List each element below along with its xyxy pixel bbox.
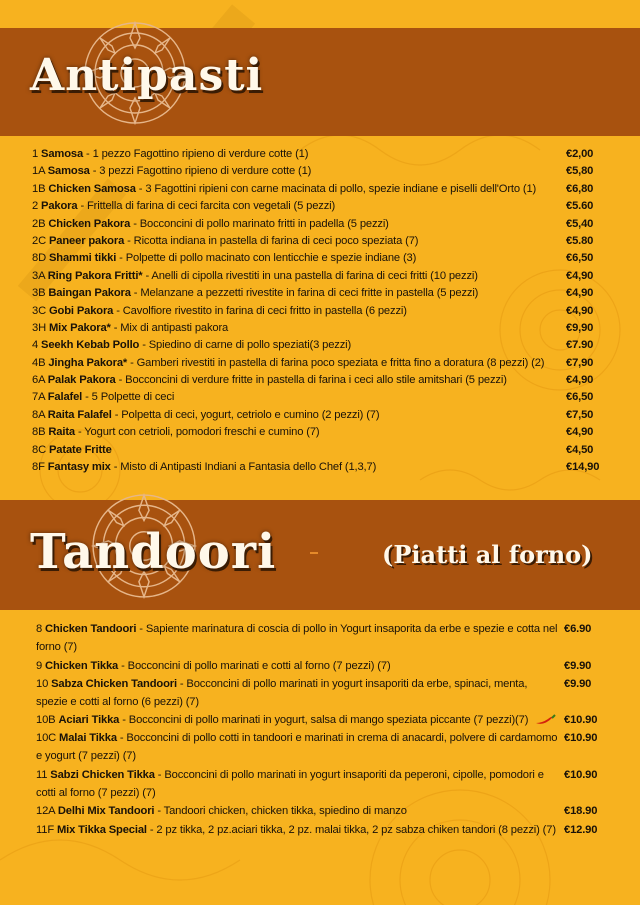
item-name: Malai Tikka: [59, 732, 117, 745]
menu-item: [36, 711, 602, 729]
menu-item-text: [32, 320, 566, 337]
item-price: €5,40: [566, 217, 594, 230]
menu-item-text: [32, 163, 566, 180]
menu-item: [32, 355, 604, 372]
item-description: - Bocconcini di pollo marinati in yogurt insaporiti da peperoni, cipolle, pomodori e cotti al forno (7 pezzi) (7): [36, 768, 544, 799]
item-name: Aciari Tikka: [58, 714, 120, 727]
menu-item: [32, 407, 604, 424]
item-name: Seekh Kebab Pollo: [41, 339, 140, 352]
menu-item: [32, 198, 604, 215]
item-code: 6A: [32, 374, 45, 387]
section-subtitle: (Piatti al forno): [382, 540, 593, 569]
menu-item: [32, 320, 604, 337]
item-name: Paneer pakora: [48, 234, 125, 247]
item-code: 1: [32, 148, 39, 160]
item-price: €6,50: [566, 252, 594, 265]
item-price: €5,80: [566, 165, 594, 178]
item-name: Delhi Mix Tandoori: [57, 805, 155, 818]
menu-item-text: [36, 657, 564, 675]
item-description: - Tandoori chicken, chicken tikka, spiedino di manzo: [157, 805, 407, 818]
menu-item: [36, 620, 602, 657]
item-code: 10C: [36, 732, 57, 745]
tandoori-menu-list: [36, 620, 602, 839]
item-name: Gobi Pakora: [48, 304, 114, 317]
item-code: 10B: [36, 714, 56, 727]
menu-item: [36, 802, 602, 820]
menu-item-text: [32, 250, 566, 267]
item-name: Chicken Tandoori: [45, 623, 137, 635]
item-name: Raita: [48, 426, 75, 439]
item-code: 8C: [32, 443, 47, 456]
item-description: - Anelli di cipolla rivestiti in una pastella di farina di ceci fritti (10 pezzi): [145, 269, 478, 282]
item-description: - Ricotta indiana in pastella di farina di ceci poco speziata (7): [127, 234, 419, 247]
item-code: 10: [36, 677, 49, 690]
item-price: €9,90: [566, 321, 594, 334]
menu-item-text: [32, 198, 566, 215]
item-code: 3C: [32, 304, 47, 317]
item-description: - Sapiente marinatura di coscia di pollo in Yogurt insaporita da erbe e spezie e cotta nel forno (7): [36, 623, 558, 653]
item-name: Sabzi Chicken Tikka: [50, 768, 155, 781]
item-code: 8F: [32, 461, 45, 474]
item-price: €10.90: [564, 768, 598, 781]
item-description: - Frittella di farina di ceci farcita con vegetali (5 pezzi): [80, 200, 336, 213]
item-code: 11: [36, 768, 48, 781]
menu-item-text: [36, 675, 564, 711]
item-description: - Bocconcini di pollo marinati e cotti al forno (7 pezzi) (7): [121, 659, 391, 672]
item-name: Mix Tikka Special: [56, 823, 147, 836]
item-price: €7,50: [566, 408, 594, 421]
item-description: - Bocconcini di pollo cotti in tandoori e marinati in crema di anacardi, polvere di cardamomo e yogurt (7 pezzi) (7): [36, 732, 558, 763]
item-description: - Bocconcini di verdure fritte in pastella di farina i ceci allo stile amitshari (5 pezzi): [118, 374, 507, 387]
item-description: - Bocconcini di pollo marinati in yogurt, salsa di mango speziata piccante (7 pezzi)(7): [122, 714, 529, 727]
menu-item-text: [32, 285, 566, 302]
chili-pepper-icon: [534, 714, 556, 726]
item-price: €2,00: [566, 148, 594, 160]
item-price: €6,80: [566, 182, 594, 195]
item-price: €4,50: [566, 443, 594, 456]
item-name: Raita Falafel: [47, 408, 112, 421]
item-code: 1B: [32, 182, 46, 195]
item-price: €5.60: [566, 200, 594, 213]
item-code: 8: [36, 623, 43, 635]
item-name: Chicken Pakora: [48, 217, 131, 230]
menu-item: [32, 285, 604, 302]
item-price: €7,90: [566, 356, 594, 369]
item-name: Pakora: [41, 200, 78, 213]
item-name: Baingan Pakora: [48, 287, 131, 300]
menu-item-text: [32, 181, 566, 198]
menu-item: [32, 459, 604, 476]
menu-item-text: [32, 389, 566, 406]
menu-item: [32, 372, 604, 389]
item-code: 1A: [32, 165, 45, 178]
item-description: - Bocconcini di pollo marinato fritti in padella (5 pezzi): [133, 217, 389, 230]
menu-item-text: [32, 355, 566, 372]
item-code: 2C: [32, 234, 47, 247]
menu-item-text: [32, 268, 566, 285]
menu-item: [32, 163, 604, 180]
menu-item: [32, 424, 604, 441]
decorative-dash: [310, 552, 318, 554]
menu-item: [36, 821, 602, 839]
menu-item: [32, 268, 604, 285]
menu-item-text: [32, 459, 566, 476]
item-code: 8B: [32, 426, 46, 439]
item-name: Fantasy mix: [47, 461, 111, 474]
item-price: €18.90: [564, 805, 598, 818]
item-code: 8A: [32, 408, 45, 421]
menu-item: [36, 729, 602, 766]
menu-item: [32, 303, 604, 320]
menu-item-text: [32, 216, 566, 233]
item-description: - Mix di antipasti pakora: [113, 321, 229, 334]
item-price: €4,90: [566, 269, 594, 282]
item-price: €10.90: [564, 714, 598, 727]
menu-item-text: [36, 766, 564, 802]
item-price: €9.90: [564, 677, 592, 690]
item-price: €4,90: [566, 426, 594, 439]
menu-item: [32, 442, 604, 459]
menu-item-text: [36, 620, 564, 656]
item-price: €7.90: [566, 339, 594, 352]
menu-item-text: [36, 711, 564, 729]
item-description: - 5 Polpette di ceci: [85, 391, 175, 404]
menu-item-text: [32, 424, 566, 441]
item-price: €4,90: [566, 287, 594, 300]
menu-item-text: [36, 802, 564, 820]
item-description: - Gamberi rivestiti in pastella di farina poco speziata e fritta fino a doratura (8 pezzi) (2): [130, 356, 545, 369]
item-description: - 2 pz tikka, 2 pz.aciari tikka, 2 pz. malai tikka, 2 pz sabza chiken tandori (8 pezzi) (7): [149, 823, 556, 836]
item-name: Samosa: [47, 165, 90, 178]
item-price: €4,90: [566, 374, 594, 387]
menu-item: [32, 146, 604, 163]
item-code: 7A: [32, 391, 45, 404]
item-code: 3H: [32, 321, 47, 334]
menu-item: [32, 181, 604, 198]
item-code: 2B: [32, 217, 46, 230]
item-description: - 1 pezzo Fagottino ripieno di verdure cotte (1): [86, 148, 309, 160]
item-code: 8D: [32, 252, 47, 265]
item-name: Chicken Samosa: [48, 182, 136, 195]
menu-item-text: [32, 146, 566, 163]
menu-item-text: [36, 821, 564, 839]
menu-item-text: [32, 407, 566, 424]
menu-item: [32, 337, 604, 354]
item-description: - 3 pezzi Fagottino ripieno di verdure cotte (1): [92, 165, 312, 178]
menu-item-text: [32, 303, 566, 320]
item-name: Mix Pakora*: [48, 321, 111, 334]
menu-item: [32, 389, 604, 406]
item-name: Jingha Pakora*: [48, 356, 128, 369]
item-description: - Cavolfiore rivestito in farina di ceci fritto in pastella (6 pezzi): [116, 304, 407, 317]
item-code: 3A: [32, 269, 45, 282]
item-code: 4B: [32, 356, 46, 369]
item-name: Ring Pakora Fritti*: [47, 269, 143, 282]
item-description: - Spiedino di carne di pollo speziati(3 pezzi): [142, 339, 352, 352]
item-price: €6,50: [566, 391, 594, 404]
item-description: - Melanzane a pezzetti rivestite in farina di ceci fritte in pastella (5 pezzi): [133, 287, 479, 300]
menu-item: [36, 766, 602, 803]
item-name: Shammi tikki: [48, 252, 117, 265]
item-price: €10.90: [564, 732, 598, 745]
item-code: 11F: [36, 823, 54, 836]
item-code: 4: [32, 339, 39, 352]
item-code: 2: [32, 200, 39, 213]
menu-item-text: [36, 729, 564, 765]
item-price: €12.90: [564, 823, 598, 836]
item-code: 3B: [32, 287, 46, 300]
menu-item: [36, 675, 602, 712]
item-description: - Polpetta di ceci, yogurt, cetriolo e cumino (2 pezzi) (7): [114, 408, 380, 421]
item-price: €14,90: [566, 461, 600, 474]
menu-item: [32, 216, 604, 233]
item-name: Sabza Chicken Tandoori: [51, 677, 177, 690]
item-price: €6.90: [564, 623, 592, 635]
menu-item-text: [32, 337, 566, 354]
item-price: €9.90: [564, 659, 592, 672]
menu-item: [32, 250, 604, 267]
item-description: - Polpette di pollo macinato con lenticchie e spezie indiane (3): [119, 252, 417, 265]
menu-item-text: [32, 372, 566, 389]
item-description: - Misto di Antipasti Indiani a Fantasia dello Chef (1,3,7): [113, 461, 377, 474]
section-title-antipasti: Antipasti: [30, 50, 264, 101]
item-price: €4,90: [566, 304, 594, 317]
item-name: Falafel: [47, 391, 83, 404]
item-code: 12A: [36, 805, 55, 818]
section-title-tandoori: Tandoori: [30, 524, 277, 580]
item-name: Palak Pakora: [47, 374, 116, 387]
menu-item: [36, 657, 602, 675]
menu-item-text: [32, 442, 566, 459]
item-price: €5.80: [566, 234, 594, 247]
item-name: Chicken Tikka: [45, 659, 119, 672]
menu-item: [32, 233, 604, 250]
menu-item-text: [32, 233, 566, 250]
item-description: - Bocconcini di pollo marinati in yogurt insaporiti da erbe, spinaci, menta, spezie e cotti al forno (6 pezzi) (7): [36, 677, 528, 708]
item-description: - Yogurt con cetrioli, pomodori freschi e cumino (7): [77, 426, 320, 439]
item-name: Samosa: [41, 148, 84, 160]
antipasti-menu-list: [32, 146, 604, 476]
item-description: - 3 Fagottini ripieni con carne macinata di pollo, spezie indiane e piselli dell'Orto (1): [138, 182, 537, 195]
item-name: Patate Fritte: [48, 443, 112, 456]
item-code: 9: [36, 659, 43, 672]
